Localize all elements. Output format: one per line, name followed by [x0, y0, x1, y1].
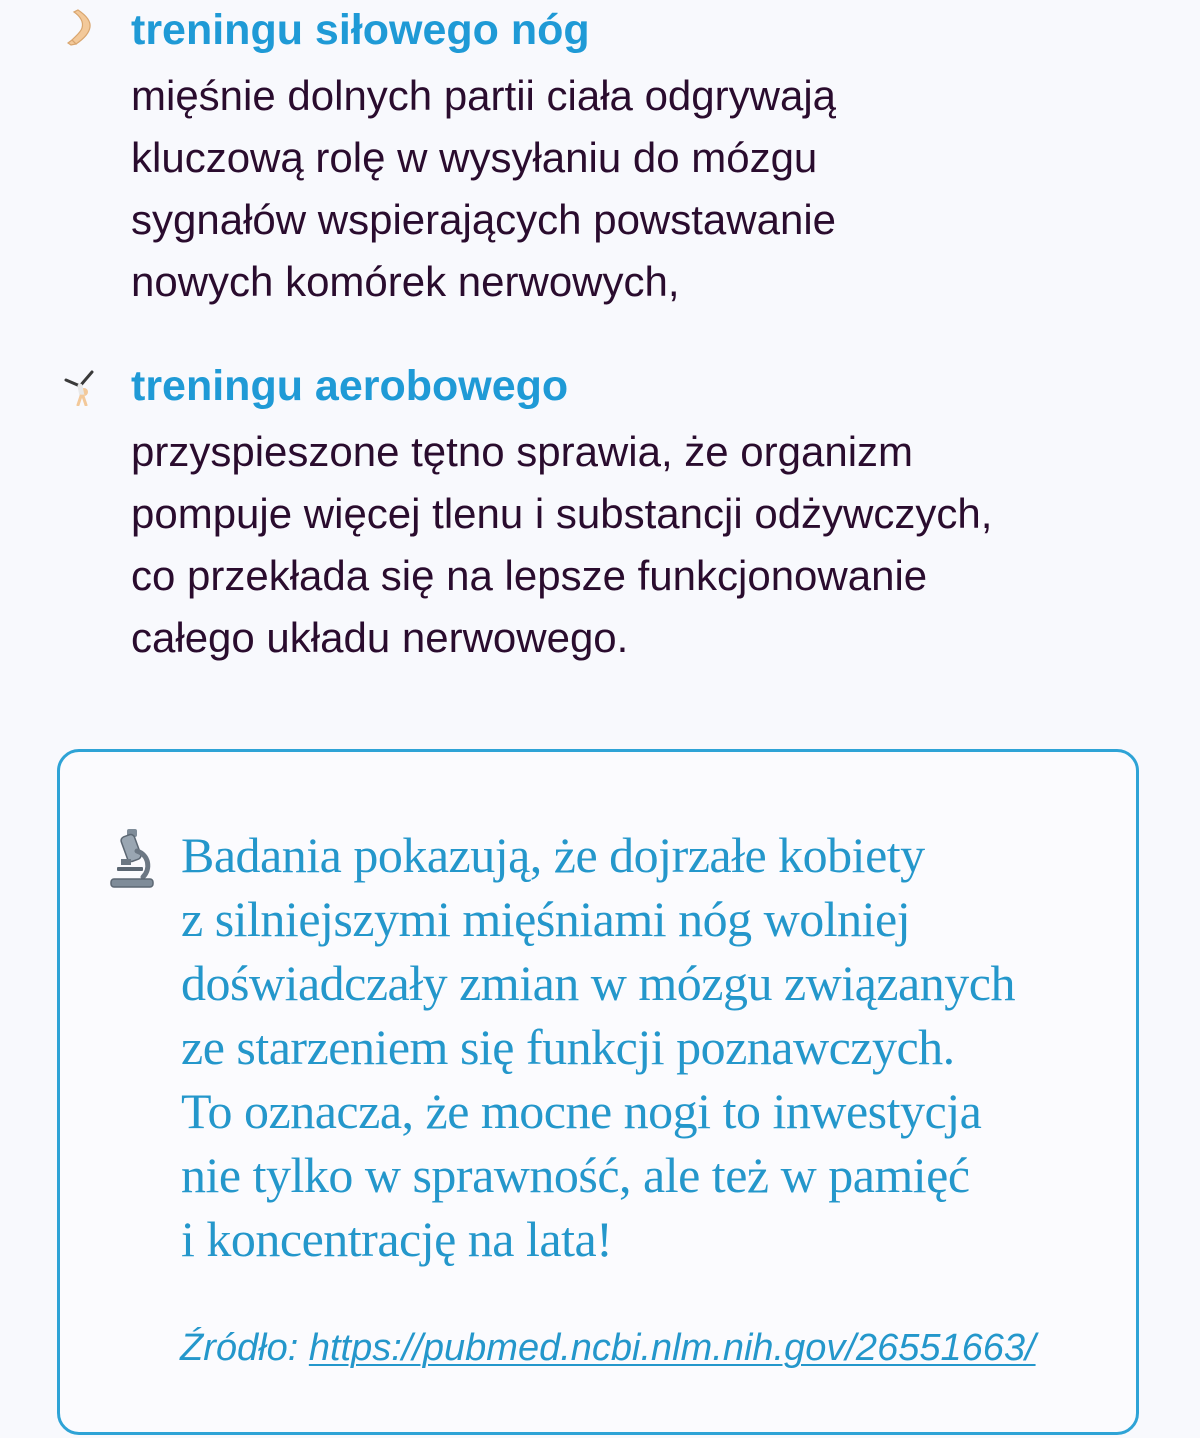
callout-text-line: To oznacza, że mocne nogi to inwestycja — [181, 1083, 982, 1139]
section-text-line: kluczową rolę w wysyłaniu do mózgu — [131, 134, 818, 181]
leg-icon — [62, 8, 102, 48]
source-link[interactable]: https://pubmed.ncbi.nlm.nih.gov/26551663/ — [308, 1327, 1036, 1369]
callout-text-line: Badania pokazują, że dojrzałe kobiety — [181, 827, 925, 883]
source-citation — [180, 1324, 1036, 1372]
callout-text-line: z silniejszymi mięśniami nóg wolniej — [181, 891, 911, 947]
section-text-line: nowych komórek nerwowych, — [131, 258, 680, 305]
section-text-line: pompuje więcej tlenu i substancji odżywczych, — [131, 490, 993, 537]
section-title: treningu aerobowego — [131, 362, 569, 410]
section-text-line: przyspieszone tętno sprawia, że organizm — [131, 428, 914, 475]
section-title: treningu siłowego nóg — [131, 6, 590, 54]
callout-text-line: doświadczały zmian w mózgu związanych — [181, 955, 1015, 1011]
cartwheel-person-icon — [62, 366, 102, 406]
research-callout — [57, 749, 1139, 1435]
source-label: Źródło: — [180, 1327, 299, 1369]
microscope-icon — [107, 827, 157, 889]
section-text-line: co przekłada się na lepsze funkcjonowanie — [131, 552, 928, 599]
section-text-line: całego układu nerwowego. — [131, 614, 629, 661]
callout-text-line: nie tylko w sprawność, ale też w pamięć — [181, 1147, 970, 1203]
section-text-line: sygnałów wspierających powstawanie — [131, 196, 837, 243]
callout-text-line: i koncentrację na lata! — [181, 1211, 613, 1267]
section-text-line: mięśnie dolnych partii ciała odgrywają — [131, 72, 837, 119]
callout-text-line: ze starzeniem się funkcji poznawczych. — [181, 1019, 955, 1075]
